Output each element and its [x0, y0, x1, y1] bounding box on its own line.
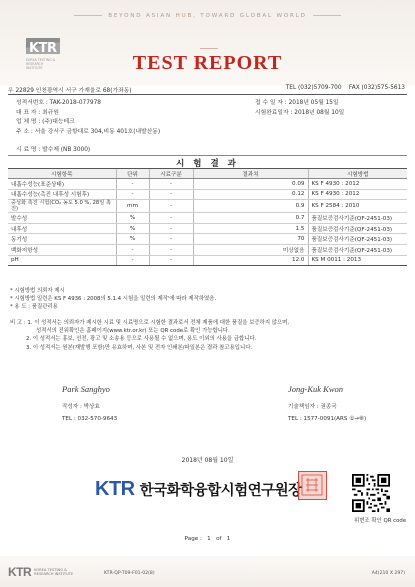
sample-rule: [8, 155, 407, 156]
remark-1: [10, 319, 289, 327]
representative-row: [16, 109, 160, 119]
sample-type: -: [149, 255, 193, 266]
qr-code-icon[interactable]: [352, 474, 390, 512]
sample-type: -: [149, 244, 193, 255]
note-method-client: * 시험방법 의뢰자 제시: [10, 288, 65, 294]
company-address-label: 주 소 :: [16, 128, 33, 135]
sample-type: -: [149, 200, 193, 213]
paper-size: A4(210 X 297): [371, 571, 405, 576]
institute-name: 한국화학융합시험연구원장: [139, 482, 302, 499]
page-number: Page : 1 of 1: [184, 536, 231, 542]
official-seal-icon: [298, 471, 327, 500]
company: (주)대능테크: [42, 119, 75, 125]
test-item: 내흡수성능(표준상태): [8, 179, 116, 190]
report-number-row: [16, 99, 160, 109]
manager-signature: Jong-Kuk Kwon: [288, 384, 344, 394]
remark-2: 2. 이 성적서는 홍보, 선전, 광고 및 소송용 등으로 사용될 수 없으며, 용도 이외의 사용을 금합니다.: [26, 336, 257, 343]
result-value: 미상없음: [193, 244, 308, 255]
table-row: [8, 234, 407, 245]
unit: %: [116, 234, 149, 245]
completed-date: 2018년 08월 10일: [294, 109, 345, 116]
result-value: 70: [193, 234, 308, 245]
table-row: [8, 179, 407, 190]
lab-address: 우 22829 인천광역시 서구 가재울로 68(가좌동): [8, 88, 132, 94]
author-role-label: 작성자 :: [62, 404, 82, 410]
sample-name-label: 시 료 명 :: [16, 147, 41, 153]
table-row: [8, 189, 407, 200]
received-date-label: 접 수 일 자 :: [255, 100, 287, 106]
unit: -: [116, 179, 149, 190]
logo-sub-1: KOREA TESTING &: [26, 58, 56, 62]
test-method: 품질보증검사기준(QF-2451-03): [308, 213, 407, 224]
logo-sub-2: RESEARCH INSTITUTE: [26, 62, 44, 70]
results-title: 시 험 결 과: [176, 159, 239, 169]
manager-role-label: 기술책임자 :: [288, 404, 319, 410]
test-item: 백화저항성: [8, 244, 116, 255]
form-code: KTR-QP-T09-F01-02(8): [104, 571, 155, 576]
table-row: [8, 223, 407, 234]
result-value: 0.09: [193, 179, 308, 190]
company-address-row: [16, 128, 160, 138]
result-value: 12.0: [193, 255, 308, 266]
table-row: [8, 213, 407, 224]
report-number-label: 성적서번호 :: [16, 100, 48, 106]
lab-fax: FAX (032)575-5613: [348, 85, 405, 91]
date-info: [255, 99, 344, 118]
test-method: 품질보증검사기준(QF-2451-03): [308, 223, 407, 234]
manager-name: 권종국: [320, 404, 337, 410]
author-signature: Park Sanghyo: [62, 384, 110, 394]
unit: mm: [116, 200, 149, 213]
footer-logo-sub-1: KOREA TESTING &: [34, 567, 67, 572]
remarks-label: 비 고 :: [10, 320, 26, 326]
report-title: TEST REPORT: [132, 52, 283, 74]
lab-tel: TEL (032)5709-700: [285, 85, 342, 91]
unit: -: [116, 189, 149, 200]
report-number: TAK-2018-077978: [49, 100, 101, 106]
manager-role: [288, 402, 337, 410]
test-method: 품질보증검사기준(QF-2451-03): [308, 234, 407, 245]
unit: -: [116, 255, 149, 266]
sample-type: -: [149, 213, 193, 224]
author-tel: TEL : 032-570-9643: [62, 416, 118, 422]
author-role: [62, 402, 100, 410]
unit: -: [116, 244, 149, 255]
company-address: 서울 강서구 금항대로 304,비동 401호(내발산동): [34, 128, 161, 135]
institute-logo: KTR: [95, 477, 135, 500]
footer-logo-sub-2: RESEARCH INSTITUTE: [34, 572, 74, 576]
footer-logo: [8, 565, 73, 579]
test-notes: [10, 287, 216, 312]
tagline: BEYOND ASIAN HUB, TOWARD GLOBAL WORLD: [0, 13, 415, 19]
header-rule: [8, 94, 407, 95]
result-value: 0.7: [193, 213, 308, 224]
sample-type: -: [149, 179, 193, 190]
results-header-row: [8, 169, 407, 179]
title-divider: [200, 48, 218, 49]
unit: %: [116, 213, 149, 224]
test-method: KS F 4930 : 2012: [308, 179, 407, 190]
test-item: 발수성: [8, 213, 116, 224]
table-row: [8, 244, 407, 255]
sample-type: -: [149, 223, 193, 234]
table-row: [8, 200, 407, 213]
test-method: KS M 0011 : 2013: [308, 255, 407, 266]
test-method: KS F 4930 : 2012: [308, 189, 407, 200]
test-item: 동기성: [8, 234, 116, 245]
result-value: 0.9: [193, 200, 308, 213]
representative: 최규원: [42, 109, 59, 116]
completed-date-row: [255, 109, 344, 119]
completed-date-label: 시험완료일자 :: [255, 109, 293, 116]
result-value: 0.12: [193, 189, 308, 200]
test-item: 내흡수성능(촉진 내후성 시험후): [8, 189, 116, 200]
manager-tel: TEL : 1577-0091(ARS ①→⑧): [288, 416, 367, 422]
institute-brand: [95, 478, 302, 500]
test-item: pH: [8, 255, 116, 266]
col-header-method: 시험방법: [308, 169, 407, 179]
remark-1b: 성적서의 진위확인은 홈페이지(www.ktr.or.kr) 또는 QR code로 확인 가능합니다.: [36, 328, 230, 335]
author-name: 박상효: [83, 404, 100, 410]
ktr-logo-text: KTR: [29, 41, 57, 56]
lab-telfax: [286, 85, 405, 91]
results-table: [8, 168, 407, 266]
sample-type: -: [149, 234, 193, 245]
company-row: [16, 118, 160, 128]
remarks: [10, 319, 289, 352]
sample-type: -: [149, 189, 193, 200]
sample-name-row: [16, 144, 90, 153]
col-header-item: 시험항목: [8, 169, 116, 179]
representative-label: 대 표 자 :: [16, 109, 41, 116]
footer-logo-text: KTR: [8, 565, 32, 579]
test-item: 내후성: [8, 223, 116, 234]
table-row: [8, 255, 407, 266]
received-date-row: [255, 99, 344, 109]
remark-3: 3. 이 성적서는 원본(재발행 포함)만 유효하며, 사본 및 전자 인쇄본/파일본은 결과 참고용입니다.: [26, 344, 253, 351]
unit: %: [116, 223, 149, 234]
col-header-unit: 단위: [116, 169, 149, 179]
test-method: 품질보증검사기준(QF-2451-03): [308, 244, 407, 255]
test-item: 중성화 촉진 시험(CO₂ 농도 5.0 %, 28일 촉진): [8, 200, 116, 213]
test-method: KS F 2584 : 2010: [308, 200, 407, 213]
applicant-info: [16, 99, 160, 137]
received-date: 2018년 05월 15일: [288, 100, 339, 106]
col-header-sample: 시료구분: [149, 169, 193, 179]
footer-logo-sub: [34, 568, 73, 576]
result-value: 1.5: [193, 223, 308, 234]
company-label: 업 체 명 :: [16, 119, 41, 125]
sample-name: 발수제 (NB 3000): [42, 147, 91, 153]
note-purpose: * 용 도 : 품질관리용: [10, 304, 58, 311]
note-method-spec: * 시험방법 일련은 KS F 4936 : 2008의 5.1.4 시험을 일련의 제작'에 따라 제작하였음.: [10, 296, 217, 303]
remark-1-text: 1. 이 성적서는 의뢰자가 제시한 시료 및 시료명으로 시험한 결과로서 전체 제품에 대한 품질을 보증하지 않으며,: [27, 320, 290, 326]
col-header-result: 결과치: [193, 169, 308, 179]
qr-code-label: 위변조 확인 QR code: [354, 518, 407, 524]
issue-date: 2018년 08월 10일: [181, 457, 234, 464]
